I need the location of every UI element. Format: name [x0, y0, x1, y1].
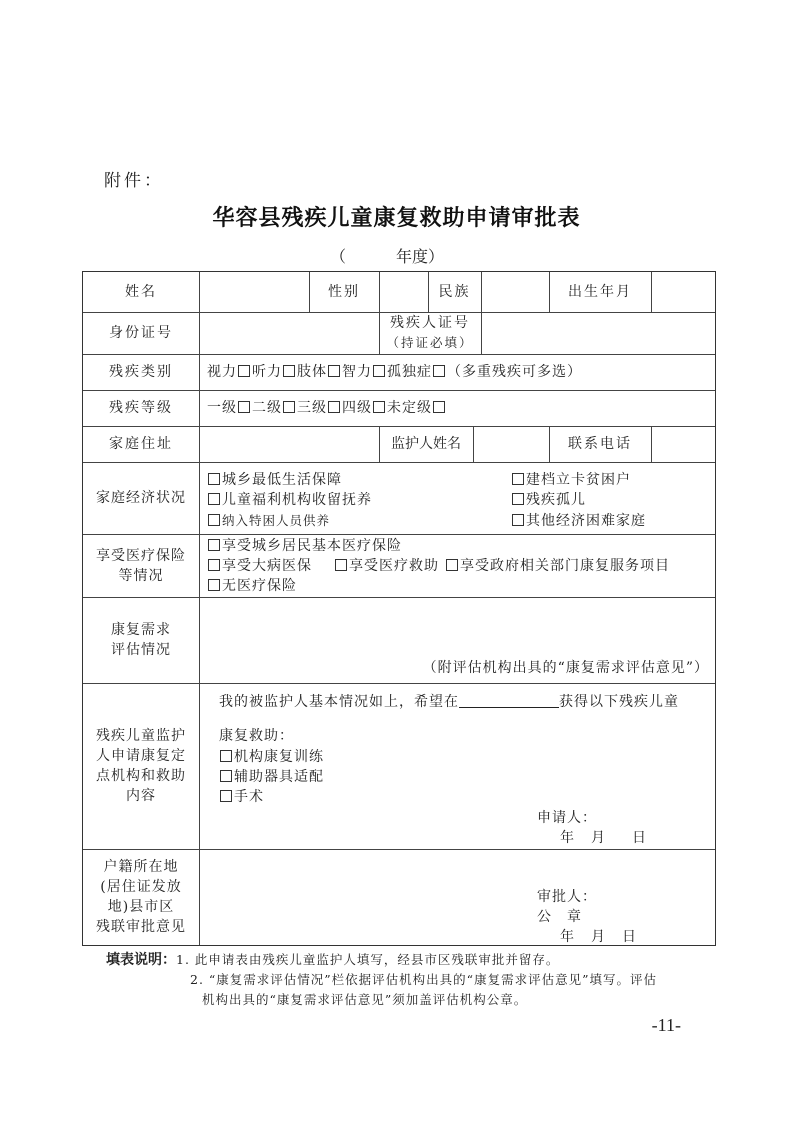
year-line	[330, 244, 444, 267]
option-vision: 视力	[207, 364, 237, 380]
disability-type-label: 残疾类别	[109, 364, 173, 380]
disability-level-label: 残疾等级	[109, 400, 173, 416]
notes-title: 填表说明：	[106, 952, 176, 968]
guardian-name-label: 监护人姓名	[391, 436, 461, 452]
insurance-option-row	[207, 556, 670, 576]
disability-cert-note: （持证必填）	[386, 335, 474, 350]
date-day-label: 日	[622, 929, 637, 945]
year-open-paren: （	[330, 247, 347, 266]
checkbox-critical-illness[interactable]	[208, 559, 220, 571]
guardian-application-label-line: 点机构和救助	[96, 768, 186, 784]
name-field[interactable]	[200, 272, 309, 312]
guardian-name-field[interactable]	[474, 426, 549, 462]
option-medical-aid: 享受医疗救助	[349, 558, 439, 574]
rehab-assessment-label	[83, 597, 199, 683]
date-month-label: 月	[591, 830, 606, 846]
disability-level-options	[207, 398, 447, 418]
option-hearing: 听力	[252, 364, 282, 380]
checkbox-intellectual[interactable]	[373, 365, 385, 377]
disability-type-options	[207, 362, 582, 382]
checkbox-level-4[interactable]	[373, 401, 385, 413]
gender-label: 性别	[328, 284, 360, 300]
option-level-3: 三级	[297, 400, 327, 416]
checkbox-gov-rehab[interactable]	[446, 559, 458, 571]
aid-option-row	[219, 747, 324, 767]
institution-blank-field[interactable]	[459, 693, 559, 708]
guardian-application-label-line: 内容	[126, 788, 156, 804]
option-other-hardship: 其他经济困难家庭	[526, 513, 646, 529]
medical-insurance-label	[83, 534, 199, 597]
checkbox-institution-training[interactable]	[220, 750, 232, 762]
option-intellectual: 智力	[342, 364, 372, 380]
aid-option-row	[219, 787, 264, 807]
address-label: 家庭住址	[109, 436, 173, 452]
statement-line2: 康复救助：	[219, 728, 294, 744]
option-level-1: 一级	[207, 400, 237, 416]
option-poverty-registered: 建档立卡贫困户	[526, 472, 631, 488]
economic-option-row	[207, 511, 330, 531]
page-number: -11-	[651, 1015, 681, 1035]
insurance-option-row	[207, 576, 297, 596]
approver-label: 审批人：	[537, 889, 597, 905]
multi-select-note: （多重残疾可多选）	[447, 364, 582, 380]
checkbox-no-insurance[interactable]	[208, 579, 220, 591]
medical-insurance-label-line1: 享受医疗保险	[96, 547, 186, 564]
option-basic-insurance: 享受城乡居民基本医疗保险	[222, 538, 402, 554]
notes-item1: 1. 此申请表由残疾儿童监护人填写，经县市区残联审批并留存。	[176, 952, 560, 967]
applicant-date	[560, 828, 647, 848]
statement-part2: 获得以下残疾儿童	[559, 694, 679, 710]
option-assistive-device: 辅助器具适配	[234, 769, 324, 785]
form-title: 华容县残疾儿童康复救助申请审批表	[212, 206, 581, 231]
date-month-label: 月	[591, 929, 606, 945]
medical-insurance-label-line2: 等情况	[118, 567, 164, 584]
economic-option-row	[511, 490, 586, 510]
option-special-hardship: 纳入特困人员供养	[222, 513, 331, 528]
disability-cert-label-cell	[379, 312, 481, 354]
ethnicity-label: 民族	[438, 284, 471, 300]
approval-label-line: 残联审批意见	[96, 919, 186, 935]
rehab-assessment-label-line2: 评估情况	[111, 642, 171, 658]
checkbox-physical[interactable]	[328, 365, 340, 377]
option-surgery: 手术	[234, 789, 264, 805]
id-number-label: 身份证号	[109, 325, 173, 341]
option-min-living: 城乡最低生活保障	[222, 472, 342, 488]
option-institution-training: 机构康复训练	[234, 749, 324, 765]
rehab-assessment-label-line1: 康复需求	[111, 622, 171, 638]
phone-field[interactable]	[652, 426, 716, 462]
birth-date-label: 出生年月	[568, 284, 632, 300]
attachment-label: 附件：	[104, 171, 164, 191]
disability-cert-field[interactable]	[482, 312, 716, 354]
option-level-2: 二级	[252, 400, 282, 416]
approval-opinion-label	[83, 849, 199, 945]
checkbox-autism[interactable]	[433, 365, 445, 377]
phone-label: 联系电话	[568, 436, 632, 452]
id-number-field[interactable]	[200, 312, 379, 354]
checkbox-vision[interactable]	[238, 365, 250, 377]
economic-option-row	[511, 511, 646, 531]
notes-item2-line2: 机构出具的“康复需求评估意见”须加盖评估机构公章。	[202, 992, 528, 1007]
checkbox-special-hardship[interactable]	[208, 514, 220, 526]
checkbox-level-1[interactable]	[238, 401, 250, 413]
checkbox-medical-aid[interactable]	[335, 559, 347, 571]
approval-date	[560, 927, 637, 947]
guardian-statement	[219, 692, 679, 712]
application-table	[82, 271, 716, 946]
applicant-label: 申请人：	[537, 810, 597, 826]
date-day-label: 日	[632, 830, 647, 846]
approval-opinion-field[interactable]	[200, 850, 520, 944]
checkbox-disabled-orphan[interactable]	[512, 493, 524, 505]
option-level-4: 四级	[342, 400, 372, 416]
checkbox-unrated[interactable]	[433, 401, 445, 413]
checkbox-welfare-institution[interactable]	[208, 493, 220, 505]
option-physical: 肢体	[297, 364, 327, 380]
economic-option-row	[207, 470, 342, 490]
option-gov-rehab: 享受政府相关部门康复服务项目	[460, 558, 670, 574]
checkbox-other-hardship[interactable]	[512, 514, 524, 526]
guardian-application-label-line: 残疾儿童监护	[96, 728, 186, 744]
rehab-assessment-note: （附评估机构出具的“康复需求评估意见”）	[422, 660, 709, 676]
year-label: 年度）	[396, 247, 445, 266]
option-critical-illness: 享受大病医保	[222, 558, 312, 574]
option-welfare-institution: 儿童福利机构收留抚养	[222, 492, 372, 508]
guardian-application-label	[83, 683, 199, 849]
insurance-option-row	[207, 536, 402, 556]
checkbox-surgery[interactable]	[220, 790, 232, 802]
checkbox-assistive-device[interactable]	[220, 770, 232, 782]
economic-status-label: 家庭经济状况	[96, 490, 186, 506]
date-year-label: 年	[560, 830, 575, 846]
notes-line1	[106, 950, 559, 970]
birth-date-field[interactable]	[652, 272, 716, 312]
notes-item2-line1: 2. “康复需求评估情况”栏依据评估机构出具的“康复需求评估意见”填写。评估	[190, 972, 657, 987]
rehab-assessment-field[interactable]	[200, 597, 716, 657]
ethnicity-field[interactable]	[482, 272, 549, 312]
option-unrated: 未定级	[387, 400, 432, 416]
seal-label: 公 章	[537, 909, 582, 925]
address-field[interactable]	[200, 426, 379, 462]
checkbox-level-2[interactable]	[283, 401, 295, 413]
statement-part1: 我的被监护人基本情况如上，希望在	[219, 694, 459, 710]
checkbox-level-3[interactable]	[328, 401, 340, 413]
guardian-application-label-line: 人申请康复定	[96, 748, 186, 764]
option-autism: 孤独症	[387, 364, 432, 380]
approval-label-line: 户籍所在地	[103, 859, 179, 875]
aid-option-row	[219, 767, 324, 787]
checkbox-basic-insurance[interactable]	[208, 539, 220, 551]
checkbox-poverty-registered[interactable]	[512, 473, 524, 485]
economic-option-row	[511, 470, 631, 490]
approval-label-line: 地)县市区	[107, 899, 175, 915]
checkbox-hearing[interactable]	[283, 365, 295, 377]
disability-cert-label: 残疾人证号	[390, 315, 470, 331]
date-year-label: 年	[560, 929, 575, 945]
gender-field[interactable]	[380, 272, 428, 312]
option-disabled-orphan: 残疾孤儿	[526, 492, 586, 508]
option-no-insurance: 无医疗保险	[222, 578, 297, 594]
economic-option-row	[207, 490, 372, 510]
checkbox-min-living[interactable]	[208, 473, 220, 485]
name-label: 姓名	[125, 284, 157, 300]
approval-label-line: (居住证发放	[100, 879, 182, 895]
